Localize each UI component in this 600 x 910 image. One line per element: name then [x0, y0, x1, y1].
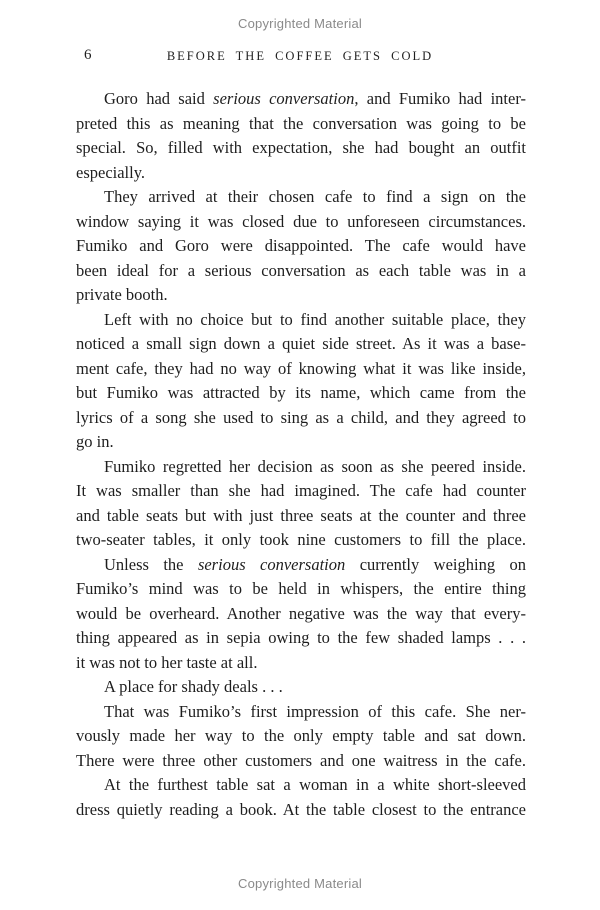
body-text: [76, 87, 526, 822]
text-line: especially.: [76, 162, 146, 182]
text-line: Fumiko and Goro were disappointed. The cafe would have: [76, 236, 526, 255]
text-line: That was Fumiko’s first impression of this cafe. She ner-: [104, 701, 526, 721]
text-line: but Fumiko was attracted by its name, which came from the: [76, 383, 526, 402]
text-line: and table seats but with just three seats at the counter and three: [76, 505, 526, 525]
text-line: Unless the serious conversation currently weighing on: [104, 554, 527, 574]
paragraph: [76, 185, 526, 308]
text-line: lyrics of a song she used to sing as a child, and they agreed to: [76, 407, 526, 427]
text-line: would be overheard. Another negative was the way that every-: [76, 603, 526, 623]
page-number: 6: [84, 47, 92, 63]
text-line: There were three other customers and one waitress in the cafe.: [76, 750, 526, 770]
text-line: thing appeared as in sepia owing to the few shaded lamps . . .: [76, 628, 526, 647]
text-line: vously made her way to the only empty table and sat down.: [76, 726, 526, 745]
paragraph: [76, 87, 526, 185]
text-line: go in.: [76, 432, 114, 451]
paragraph: [76, 675, 526, 700]
copyright-watermark-top: Copyrighted Material: [238, 16, 362, 31]
copyright-watermark-bottom: Copyrighted Material: [238, 876, 362, 891]
text-line: noticed a small sign down a quiet side street. As it was a base-: [76, 334, 526, 353]
text-line: Goro had said serious conversation, and Fumiko had inter-: [104, 89, 526, 108]
text-line: been ideal for a serious conversation as each table was in a: [76, 260, 526, 280]
text-line: preted this as meaning that the conversation was going to be: [76, 113, 526, 133]
paragraph: [76, 553, 526, 676]
text-line: special. So, filled with expectation, she had bought an outfit: [76, 138, 526, 157]
paragraph: [76, 308, 526, 455]
text-line: two-seater tables, it only took nine customers to fill the place.: [76, 530, 526, 549]
text-line: private booth.: [76, 285, 168, 304]
text-line: It was smaller than she had imagined. The cafe had counter: [76, 481, 526, 500]
text-line: ment cafe, they had no way of knowing what it was like inside,: [76, 358, 526, 378]
text-line: They arrived at their chosen cafe to find a sign on the: [104, 187, 526, 206]
paragraph: [76, 773, 526, 822]
text-line: Left with no choice but to find another suitable place, they: [104, 309, 526, 329]
text-line: At the furthest table sat a woman in a white short-sleeved: [104, 775, 526, 794]
text-line: dress quietly reading a book. At the table closest to the entrance: [76, 799, 526, 819]
text-line: Fumiko regretted her decision as soon as she peered inside.: [104, 456, 526, 476]
text-line: window saying it was closed due to unforeseen circumstances.: [76, 211, 526, 231]
text-line: it was not to her taste at all.: [76, 652, 258, 672]
paragraph: [76, 455, 526, 553]
paragraph: [76, 700, 526, 774]
text-line: Fumiko’s mind was to be held in whispers, the entire thing: [76, 579, 526, 598]
running-head-title: BEFORE THE COFFEE GETS COLD: [166, 49, 434, 63]
text-line: A place for shady deals . . .: [104, 677, 283, 696]
